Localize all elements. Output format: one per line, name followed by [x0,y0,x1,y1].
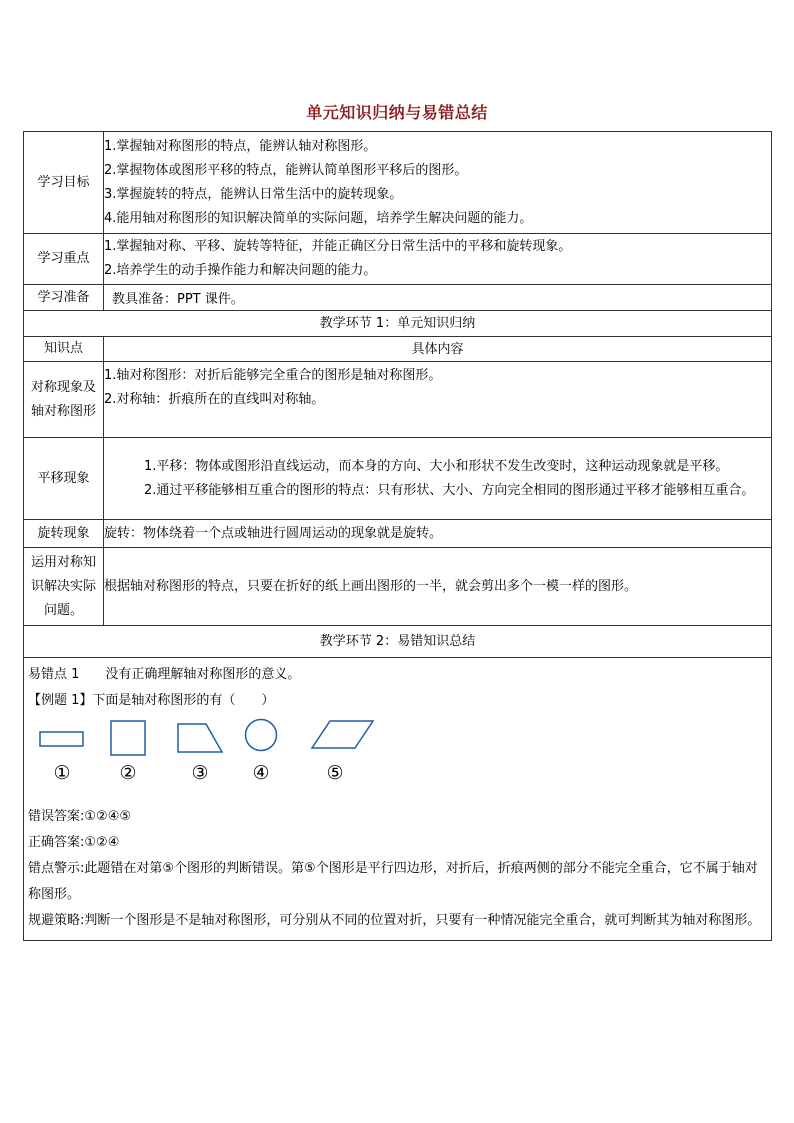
example-question: 【例题 1】下面是轴对称图形的有（ ） [28,693,275,708]
prep-label: 学习准备 [24,285,104,311]
rotation-label: 旋转现象 [24,520,104,548]
translation-content [104,438,772,520]
symmetry-label: 对称现象及轴对称图形 [24,362,104,438]
shape-label: ⑤ [326,762,344,784]
symmetry-item: 1.轴对称图形：对折后能够完全重合的图形是轴对称图形。 [104,368,442,383]
goals-row [24,132,772,234]
translation-item: 2.通过平移能够相互重合的图形的特点：只有形状、大小、方向完全相同的图形通过平移才能够相互重合。 [144,482,755,498]
section1-row [24,311,772,337]
translation-label: 平移现象 [24,438,104,520]
shape-figures [28,716,763,800]
right-answer: 正确答案:①②④ [28,835,120,850]
header-row [24,337,772,362]
lesson-table [23,131,772,941]
goal-item: 1.掌握轴对称图形的特点，能辨认轴对称图形。 [104,138,377,154]
application-item: 根据轴对称图形的特点，只要在折好的纸上画出图形的一半，就会剪出多个一模一样的图形。 [104,578,638,594]
parallelogram-shape [312,721,373,748]
header-col1: 知识点 [24,337,104,362]
application-row [24,548,772,626]
rotation-content [104,520,772,548]
prep-row [24,285,772,311]
mistake-row [24,658,772,941]
shapes-svg [34,716,394,800]
translation-item: 1.平移：物体或图形沿直线运动，而本身的方向、大小和形状不发生改变时，这种运动现象就是平移。 [144,458,729,474]
application-label: 运用对称知识解决实际问题。 [24,548,104,626]
key-item: 1.掌握轴对称、平移、旋转等特征，并能正确区分日常生活中的平移和旋转现象。 [104,239,572,254]
circle-shape [246,720,277,751]
key-item: 2.培养学生的动手操作能力和解决问题的能力。 [104,263,377,278]
symmetry-row [24,362,772,438]
rotation-item: 旋转：物体绕着一个点或轴进行圆周运动的现象就是旋转。 [104,525,443,541]
application-content [104,548,772,626]
rotation-row [24,520,772,548]
goal-item: 3.掌握旋转的特点，能辨认日常生活中的旋转现象。 [104,186,403,202]
shape-label: ② [119,762,137,784]
key-row [24,234,772,285]
page-title: 单元知识归纳与易错总结 [306,103,488,122]
shape-label: ④ [252,762,270,784]
section2-heading: 教学环节 2：易错知识总结 [24,626,772,658]
shape-label: ① [53,762,71,784]
key-label: 学习重点 [24,234,104,285]
avoid-strategy: 规避策略:判断一个图形是不是轴对称图形，可分别从不同的位置对折，只要有一种情况能完全重合，就可判断其为轴对称图形。 [28,913,761,928]
header-col2: 具体内容 [104,337,772,362]
symmetry-item: 2.对称轴：折痕所在的直线叫对称轴。 [104,392,325,407]
translation-row [24,438,772,520]
goal-item: 4.能用轴对称图形的知识解决简单的实际问题，培养学生解决问题的能力。 [104,210,533,226]
mistake-point: 易错点 1 没有正确理解轴对称图形的意义。 [28,667,301,682]
goal-item: 2.掌握物体或图形平移的特点，能辨认简单图形平移后的图形。 [104,162,468,178]
square-shape [111,721,145,755]
goals-label: 学习目标 [24,132,104,234]
prep-content: 教具准备：PPT 课件。 [104,285,772,311]
shape-label: ③ [191,762,209,784]
rectangle-shape [40,732,83,746]
goals-content [104,132,772,234]
wrong-answer: 错误答案:①②④⑤ [28,809,131,824]
section1-heading: 教学环节 1：单元知识归纳 [24,311,772,337]
section2-row [24,626,772,658]
symmetry-content [104,362,772,438]
key-content [104,234,772,285]
trapezoid-shape [178,724,222,752]
error-warning: 错点警示:此题错在对第⑤个图形的判断错误。第⑤个图形是平行四边形，对折后，折痕两侧的部分不能完全重合，它不属于轴对称图形。 [28,861,758,902]
mistake-content [24,658,772,941]
